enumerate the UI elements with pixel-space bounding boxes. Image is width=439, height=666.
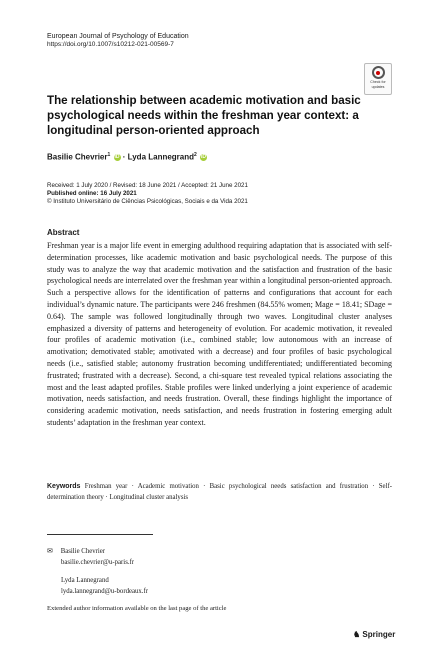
article-title: The relationship between academic motivation and basic psychological needs within the freshman year context: a longitudinal person-oriented approach	[47, 94, 361, 137]
footnote-rule	[47, 534, 153, 535]
keywords-block	[47, 482, 392, 503]
correspondence-block	[47, 546, 148, 597]
keywords-label: Keywords	[47, 483, 81, 490]
badge-label-2: updates	[371, 85, 385, 89]
extended-author-info: Extended author information available on the last page of the article	[47, 605, 227, 612]
author-list	[47, 152, 207, 162]
orcid-icon[interactable]: iD	[114, 154, 120, 161]
author-affiliation: 1	[107, 152, 111, 158]
springer-horse-icon: ♞	[353, 630, 361, 639]
author-affiliation: 2	[194, 152, 197, 158]
history-dates: Received: 1 July 2020 / Revised: 18 June 2021 / Accepted: 21 June 2021	[47, 182, 248, 189]
envelope-icon: ✉	[47, 547, 53, 555]
author-separator: ·	[122, 152, 126, 162]
abstract-heading: Abstract	[47, 228, 80, 237]
author-name[interactable]: Lyda Lannegrand	[127, 152, 195, 162]
badge-label-1: Check for	[370, 80, 386, 84]
publisher-name: Springer	[362, 630, 396, 639]
corr-email-2[interactable]: lyda.lannegrand@u-bordeaux.fr	[61, 587, 149, 595]
publisher-logo	[353, 630, 395, 639]
keywords-list: Freshman year · Academic motivation · Basic psychological needs satisfaction and frustration · Self-determination theory · Longitudinal cluster analysis	[47, 483, 392, 501]
check-for-updates-badge[interactable]	[364, 63, 392, 95]
orcid-icon[interactable]: iD	[201, 154, 207, 161]
corr-name-2: Lyda Lannegrand	[61, 577, 109, 584]
update-icon	[372, 66, 385, 79]
author-name[interactable]: Basilie Chevrier	[47, 152, 108, 162]
corr-email-1[interactable]: basilie.chevrier@u-paris.fr	[61, 558, 135, 566]
published-date: Published online: 16 July 2021	[47, 190, 137, 197]
doi-link[interactable]: https://doi.org/10.1007/s10212-021-00569-7	[47, 41, 174, 48]
copyright-line: © Instituto Universitário de Ciências Psicológicas, Sociais e da Vida 2021	[47, 198, 248, 205]
journal-name: European Journal of Psychology of Education	[47, 33, 189, 40]
corr-name-1: Basilie Chevrier	[60, 548, 106, 555]
abstract-text: Freshman year is a major life event in emerging adulthood requiring adaptation that is associated with self-determination processes, like academic motivation and basic psychological needs. The purpose of this study was to analyze the way that academic motivation and the satisfaction and frustration of the basic psychological needs are interrelated over the freshman year within a longitudinal person-oriented approach. Such a perspective allows for the identification of patterns and configurations that account for each individual’s dynamic nature. The participants were 246 freshmen (84.55% women; Mage = 18.41; SDage = 0.64). The sample was followed longitudinally through two waves. Longitudinal cluster analyses emphasized a diversity of patterns and heterogeneity of evolution. For academic motivation, it revealed four profiles of academic motivation (i.e., combined stable; low autonomous with an increase of amotivation; demotivated stable; amotivated with a decrease) and four profiles of basic psychological needs (i.e., satisfied stable; autonomy frustration becoming undifferentiated; undifferentiated becoming frustrated; frustrated with a decrease). Second, a chi-square test revealed typical relations associating the most and the least adapted profiles. Stable profiles were linked underlying a joint experience of academic motivation, needs satisfaction, and needs frustration. Overall, these findings highlight the importance of considering academic motivation, needs satisfaction, and needs frustration in fostering emerging adult students’ adaptation in the freshman year context.	[47, 241, 392, 427]
